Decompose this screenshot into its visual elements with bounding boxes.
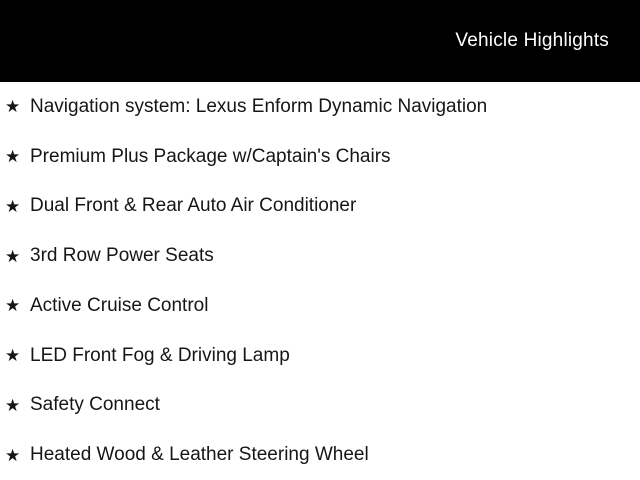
star-icon: ★ bbox=[5, 147, 21, 167]
list-item-label: LED Front Fog & Driving Lamp bbox=[30, 344, 290, 366]
highlights-list bbox=[0, 82, 640, 480]
list-item-label: Dual Front & Rear Auto Air Conditioner bbox=[30, 195, 357, 217]
page-title: Vehicle Highlights bbox=[455, 30, 609, 51]
list-item bbox=[0, 430, 640, 480]
list-item bbox=[0, 82, 640, 132]
star-icon: ★ bbox=[5, 296, 21, 316]
star-icon: ★ bbox=[5, 97, 21, 117]
list-item bbox=[0, 331, 640, 381]
list-item bbox=[0, 132, 640, 182]
list-item-label: Heated Wood & Leather Steering Wheel bbox=[30, 444, 369, 466]
header-bar bbox=[0, 0, 640, 82]
star-icon: ★ bbox=[5, 196, 21, 216]
list-item-label: Active Cruise Control bbox=[30, 294, 209, 316]
star-icon: ★ bbox=[5, 246, 21, 266]
list-item bbox=[0, 281, 640, 331]
list-item-label: Navigation system: Lexus Enform Dynamic Navigation bbox=[30, 95, 488, 117]
star-icon: ★ bbox=[5, 445, 21, 465]
list-item-label: 3rd Row Power Seats bbox=[30, 245, 214, 267]
star-icon: ★ bbox=[5, 346, 21, 366]
list-item bbox=[0, 182, 640, 232]
list-item-label: Safety Connect bbox=[30, 394, 160, 416]
list-item bbox=[0, 381, 640, 431]
star-icon: ★ bbox=[5, 395, 21, 415]
list-item-label: Premium Plus Package w/Captain's Chairs bbox=[30, 145, 391, 167]
list-item bbox=[0, 231, 640, 281]
